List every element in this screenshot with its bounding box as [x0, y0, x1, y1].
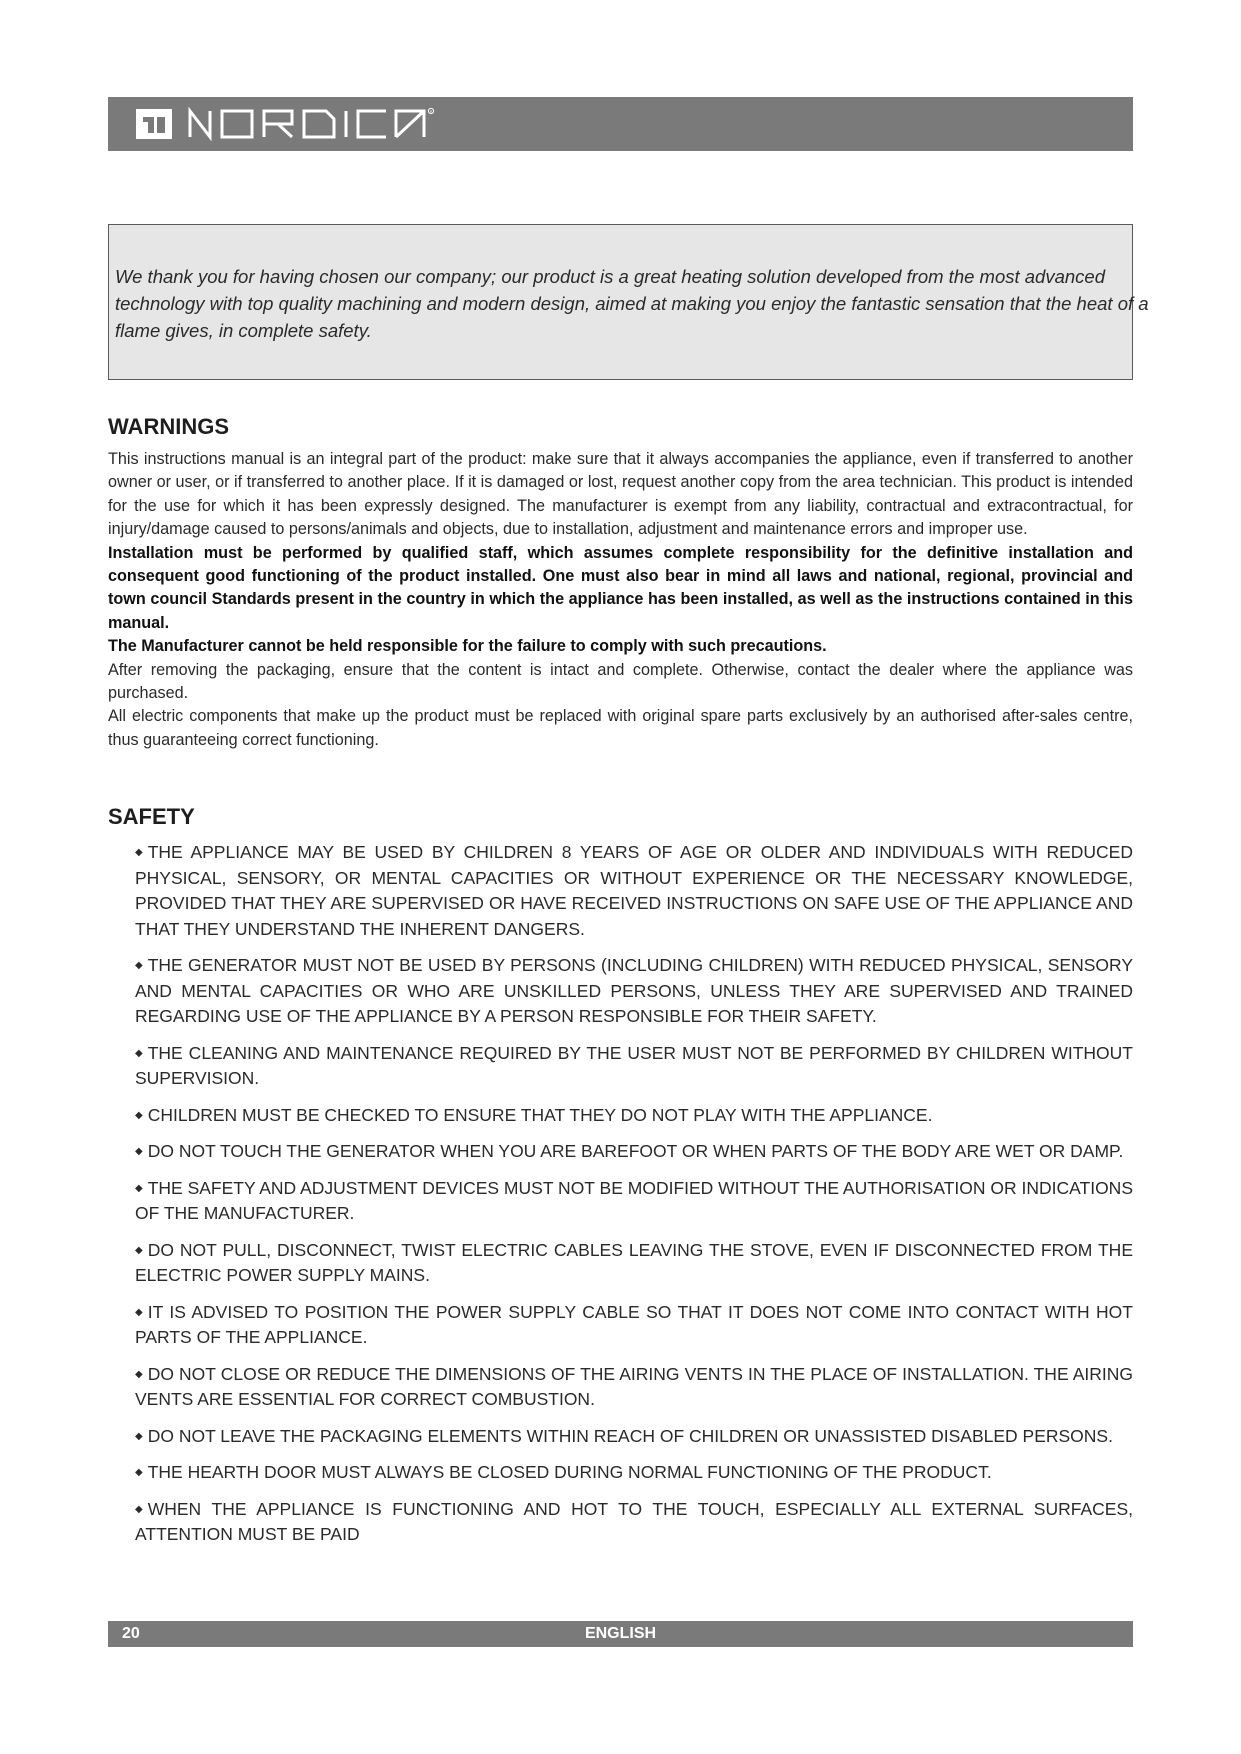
- header-bar: [108, 97, 1133, 151]
- bullet-icon: ◆: [135, 1306, 143, 1318]
- bullet-icon: ◆: [135, 1146, 143, 1157]
- bullet-icon: ◆: [135, 1244, 143, 1256]
- page-number: 20: [122, 1625, 140, 1642]
- safety-item: ◆ THE APPLIANCE MAY BE USED BY CHILDREN 8 YEARS OF AGE OR OLDER AND INDIVIDUALS WITH REDUCED PHYSICAL, SENSORY, OR MENTAL CAPACITIES OR WITHOUT EXPERIENCE OR THE NECESSARY KNOWLEDGE, PROVIDED THAT THEY ARE SUPERVISED OR HAVE RECEIVED INSTRUCTIONS ON SAFE USE OF THE APPLIANCE AND THAT THEY UNDERSTAND THE INHERENT DANGERS.: [135, 842, 1133, 939]
- safety-item: ◆ DO NOT LEAVE THE PACKAGING ELEMENTS WITHIN REACH OF CHILDREN OR UNASSISTED DISABLED PERSONS.: [135, 1424, 1133, 1450]
- svg-text:R: R: [429, 109, 433, 114]
- bullet-icon: ◆: [135, 1047, 143, 1059]
- footer-language: ENGLISH: [584, 1625, 657, 1642]
- bullet-icon: ◆: [135, 1467, 143, 1478]
- bullet-icon: ◆: [135, 960, 143, 971]
- bullet-icon: ◆: [135, 1503, 143, 1515]
- safety-item: ◆ THE GENERATOR MUST NOT BE USED BY PERSONS (INCLUDING CHILDREN) WITH REDUCED PHYSICAL, SENSORY AND MENTAL CAPACITIES OR WHO ARE UNSKILLED PERSONS, UNLESS THEY ARE SUPERVISED AND TRAINED REGARDING USE OF THE APPLIANCE BY A PERSON RESPONSIBLE FOR THEIR SAFETY.: [135, 955, 1133, 1026]
- safety-list: [135, 840, 1133, 1559]
- safety-item: ◆ DO NOT CLOSE OR REDUCE THE DIMENSIONS OF THE AIRING VENTS IN THE PLACE OF INSTALLATION. THE AIRING VENTS ARE ESSENTIAL FOR CORRECT COMBUSTION.: [135, 1363, 1133, 1409]
- warnings-paragraph-installation: Installation must be performed by qualified staff, which assumes complete responsibility for the definitive installation and consequent good functioning of the product installed. One must also bear in mind all laws and national, regional, provincial and town council Standards present in the country in which the appliance has been installed, as well as the instructions contained in this manual.: [108, 543, 1133, 632]
- bullet-icon: ◆: [135, 1430, 143, 1442]
- safety-item: ◆ WHEN THE APPLIANCE IS FUNCTIONING AND HOT TO THE TOUCH, ESPECIALLY ALL EXTERNAL SURFACES, ATTENTION MUST BE PAID: [135, 1498, 1133, 1544]
- safety-item: ◆ THE HEARTH DOOR MUST ALWAYS BE CLOSED DURING NORMAL FUNCTIONING OF THE PRODUCT.: [135, 1460, 1133, 1486]
- safety-item: ◆ THE CLEANING AND MAINTENANCE REQUIRED BY THE USER MUST NOT BE PERFORMED BY CHILDREN WITHOUT SUPERVISION.: [135, 1042, 1133, 1088]
- footer-bar: [108, 1621, 1133, 1647]
- warnings-paragraph-packaging: After removing the packaging, ensure that the content is intact and complete. Otherwise, contact the dealer where the appliance was purchased.: [108, 660, 1133, 703]
- safety-heading: SAFETY: [108, 804, 195, 829]
- safety-item: ◆ DO NOT PULL, DISCONNECT, TWIST ELECTRIC CABLES LEAVING THE STOVE, EVEN IF DISCONNECTED FROM THE ELECTRIC POWER SUPPLY MAINS.: [135, 1239, 1133, 1285]
- safety-item: ◆ THE SAFETY AND ADJUSTMENT DEVICES MUST NOT BE MODIFIED WITHOUT THE AUTHORISATION OR INDICATIONS OF THE MANUFACTURER.: [135, 1177, 1133, 1223]
- safety-item: ◆ DO NOT TOUCH THE GENERATOR WHEN YOU ARE BAREFOOT OR WHEN PARTS OF THE BODY ARE WET OR DAMP.: [135, 1139, 1133, 1165]
- bullet-icon: ◆: [135, 1109, 143, 1121]
- warnings-body: [108, 448, 1133, 752]
- intro-text: We thank you for having chosen our company; our product is a great heating solution developed from the most advanced technology with top quality machining and modern design, aimed at making you enjoy the fantastic sensation that the heat of a flame gives, in complete safety.: [115, 266, 1149, 341]
- bullet-icon: ◆: [135, 1182, 143, 1194]
- safety-item: ◆ IT IS ADVISED TO POSITION THE POWER SUPPLY CABLE SO THAT IT DOES NOT COME INTO CONTACT WITH HOT PARTS OF THE APPLIANCE.: [135, 1301, 1133, 1347]
- warnings-paragraph-components: All electric components that make up the product must be replaced with original spare parts exclusively by an authorised after-sales centre, thus guaranteeing correct functioning.: [108, 707, 1133, 749]
- warnings-heading: WARNINGS: [108, 414, 229, 439]
- intro-box: [108, 224, 1149, 380]
- bullet-icon: ◆: [135, 1368, 143, 1380]
- warnings-paragraph: This instructions manual is an integral part of the product: make sure that it always accompanies the appliance, even if transferred to another owner or user, or if transferred to another place. If it is damaged or lost, request another copy from the area technician. This product is intended for the use for which it has been expressly designed. The manufacturer is exempt from any liability, contractual and extracontractual, for injury/damage caused to persons/animals and objects, due to installation, adjustment and maintenance errors and improper use.: [108, 450, 1133, 539]
- safety-item: ◆ CHILDREN MUST BE CHECKED TO ENSURE THAT THEY DO NOT PLAY WITH THE APPLIANCE.: [135, 1103, 1133, 1129]
- warnings-paragraph-manufacturer: The Manufacturer cannot be held responsible for the failure to comply with such precautions.: [108, 637, 827, 656]
- bullet-icon: ◆: [135, 847, 143, 858]
- nordica-logo: [134, 106, 434, 142]
